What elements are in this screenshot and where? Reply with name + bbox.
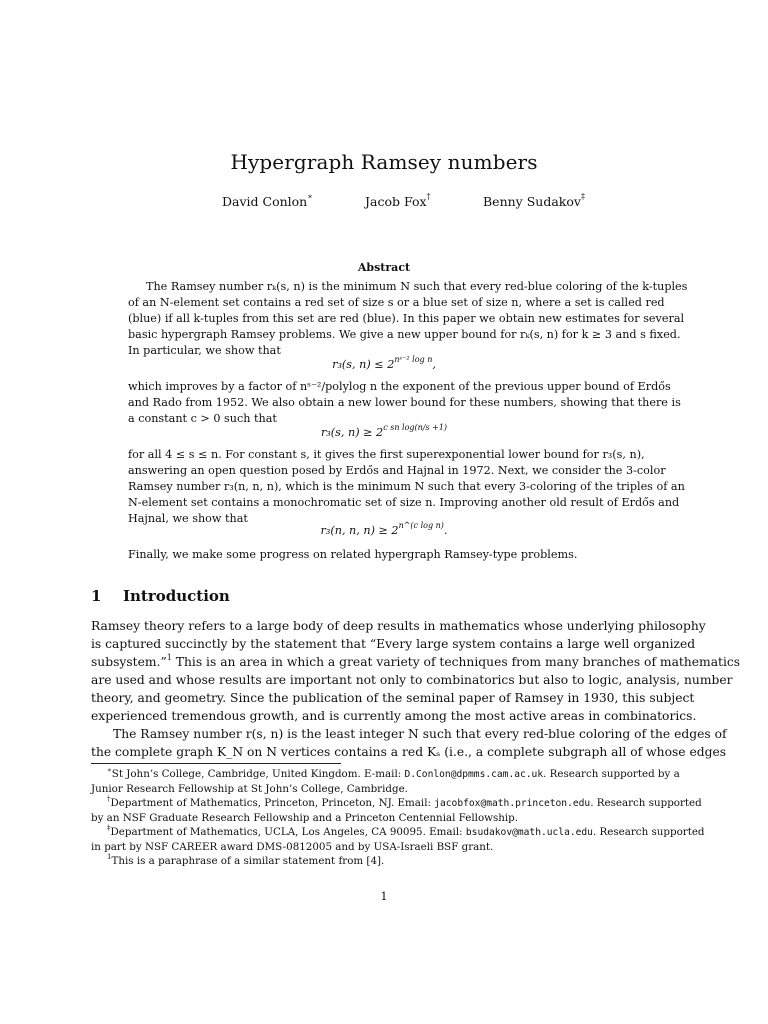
section-title: Introduction (123, 587, 230, 605)
footnote-mark: 1 (107, 853, 112, 861)
abstract-line: and Rado from 1952. We also obtain a new lower bound for these numbers, showing that there is (128, 396, 681, 409)
equation-lhs: r₃(n, n, n) ≥ 2 (320, 524, 399, 537)
footnote-sudakov (107, 826, 705, 838)
body-line: the complete graph K_N on N vertices contains a red Kₛ (i.e., a complete subgraph all of whose edges (91, 745, 727, 759)
footnote-text: St John’s College, Cambridge, United Kingdom. E-mail: (111, 768, 405, 780)
body-line: are used and whose results are important not only to combinatorics but also to logic, analysis, number (91, 673, 733, 687)
author-name: Benny Sudakov (483, 194, 581, 209)
equation-exponent: c sn log(n/s +1) (383, 423, 448, 432)
abstract-line: answering an open question posed by Erdős and Hajnal in 1972. Next, we consider the 3-color (128, 464, 666, 477)
footnote-text: This is a paraphrase of a similar statement from [4]. (111, 855, 385, 867)
equation-lower-bound (0, 423, 768, 439)
abstract-line: basic hypergraph Ramsey problems. We give a new upper bound for rₖ(s, n) for k ≥ 3 and s fixed. (128, 328, 681, 341)
footnote-text: . Research supported by a (543, 768, 680, 780)
email-link[interactable]: D.Conlon@dpmms.cam.ac.uk (404, 769, 544, 780)
footnote-mark: ‡ (107, 824, 111, 832)
abstract-line: of an N-element set contains a red set of size s or a blue set of size n, where a set is called red (128, 296, 665, 309)
footnote-text: Department of Mathematics, Princeton, Princeton, NJ. Email: (110, 797, 435, 809)
abstract-line: N-element set contains a monochromatic set of size n. Improving another old result of Erdős and (128, 496, 680, 509)
section-number: 1 (91, 587, 102, 605)
footnote-text: . Research supported (592, 826, 705, 838)
equation-upper-bound (0, 355, 768, 371)
author-sudakov (483, 194, 585, 209)
footnote-text: Department of Mathematics, UCLA, Los Angeles, CA 90095. Email: (110, 826, 466, 838)
footnote-mark: † (107, 795, 111, 803)
section-heading (91, 587, 230, 605)
equation-lhs: r₃(s, n) ≤ 2 (332, 358, 395, 371)
footnote-line: in part by NSF CAREER award DMS-0812005 and by USA-Israeli BSF grant. (91, 841, 494, 853)
footnote-rule (91, 763, 341, 764)
abstract-line: for all 4 ≤ s ≤ n. For constant s, it gives the first superexponential lower bound for r₃(s, n), (128, 448, 645, 461)
author-conlon (222, 194, 313, 209)
equation-exponent: n^(c log n) (398, 521, 444, 530)
author-mark: ‡ (580, 192, 585, 201)
email-link[interactable]: jacobfox@math.princeton.edu (434, 798, 591, 809)
equation-exponent: nˢ⁻² log n (394, 355, 433, 364)
equation-tail: , (432, 358, 436, 371)
body-line: experienced tremendous growth, and is currently among the most active areas in combinatorics. (91, 709, 697, 723)
abstract-line: Hajnal, we show that (128, 512, 248, 525)
footnote-fox (107, 797, 702, 809)
author-mark: ∗ (307, 192, 313, 201)
paper-title: Hypergraph Ramsey numbers (230, 150, 538, 174)
body-line: is captured succinctly by the statement that “Every large system contains a large well organized (91, 637, 696, 651)
body-line: The Ramsey number r(s, n) is the least integer N such that every red-blue coloring of the edges of (113, 727, 727, 741)
author-name: David Conlon (222, 194, 308, 209)
abstract-line: (blue) if all k-tuples from this set are red (blue). In this paper we obtain new estimates for several (128, 312, 685, 325)
footnote-paraphrase (107, 855, 384, 867)
body-line (91, 655, 740, 669)
body-line: Ramsey theory refers to a large body of deep results in mathematics whose underlying philosophy (91, 619, 706, 633)
equation-tail: . (443, 524, 448, 537)
page-number: 1 (380, 890, 388, 903)
body-text: subsystem.” (91, 655, 167, 669)
abstract-heading: Abstract (357, 261, 411, 274)
footnote-line: Junior Research Fellowship at St John’s College, Cambridge. (91, 783, 408, 795)
author-fox (365, 194, 431, 209)
email-link[interactable]: bsudakov@math.ucla.edu (465, 827, 593, 838)
footnote-mark: ∗ (107, 766, 112, 774)
abstract-final-line: Finally, we make some progress on related hypergraph Ramsey-type problems. (128, 548, 578, 561)
author-name: Jacob Fox (365, 194, 427, 209)
footnote-conlon (107, 768, 680, 780)
body-line: theory, and geometry. Since the publication of the seminal paper of Ramsey in 1930, this subject (91, 691, 695, 705)
footnote-line: by an NSF Graduate Research Fellowship and a Princeton Centennial Fellowship. (91, 812, 519, 824)
equation-three-color (0, 521, 768, 537)
abstract-line: In particular, we show that (128, 344, 281, 357)
abstract-line: a constant c > 0 such that (128, 412, 277, 425)
footnote-text: . Research supported (590, 797, 702, 809)
abstract-line: Ramsey number r₃(n, n, n), which is the minimum N such that every 3-coloring of the triples of an (128, 480, 685, 493)
footnote-mark: 1 (166, 653, 172, 662)
equation-lhs: r₃(s, n) ≥ 2 (320, 426, 384, 439)
abstract-line: which improves by a factor of nˢ⁻²/polylog n the exponent of the previous upper bound of Erdős (128, 380, 671, 393)
body-text: This is an area in which a great variety of techniques from many branches of mathematics (175, 655, 741, 669)
abstract-line: The Ramsey number rₖ(s, n) is the minimum N such that every red-blue coloring of the k-tuples (146, 280, 688, 293)
author-mark: † (426, 192, 431, 201)
